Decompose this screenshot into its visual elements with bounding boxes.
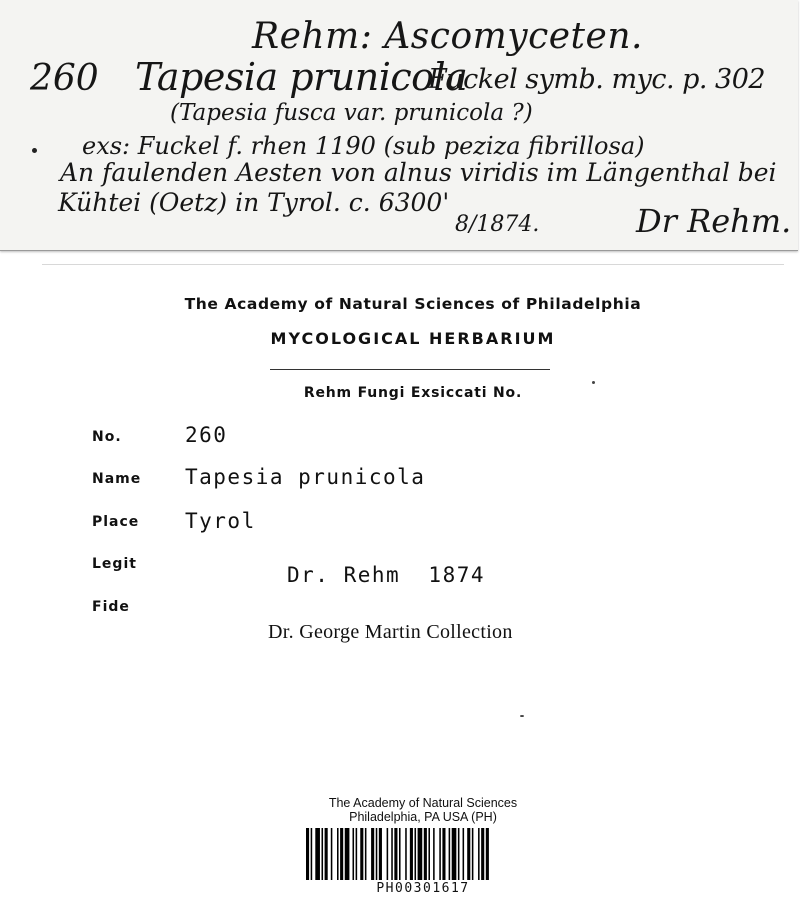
ink-dot bbox=[32, 148, 37, 153]
barcode-bar bbox=[449, 828, 451, 880]
barcode-bar bbox=[486, 828, 489, 880]
barcode-bar bbox=[306, 828, 309, 880]
barcode-bar bbox=[379, 828, 382, 880]
handwritten-species-name: Tapesia prunicola bbox=[135, 55, 468, 99]
barcode-institution-line1: The Academy of Natural Sciences bbox=[328, 796, 518, 810]
barcode-bar bbox=[365, 828, 367, 880]
handwritten-date: 8/1874. bbox=[455, 212, 540, 237]
handwritten-habitat-line2: Kühtei (Oetz) in Tyrol. c. 6300' bbox=[58, 188, 450, 217]
barcode-bar bbox=[322, 828, 324, 880]
barcode-bar bbox=[331, 828, 333, 880]
barcode-bar bbox=[315, 828, 320, 880]
handwritten-number: 260 bbox=[30, 58, 99, 99]
handwritten-habitat-line1: An faulenden Aesten von alnus viridis im Längenthal bei bbox=[60, 158, 777, 187]
barcode-bar bbox=[340, 828, 343, 880]
place-field-value: Tyrol bbox=[185, 509, 256, 533]
barcode-bar bbox=[452, 828, 457, 880]
barcode-bar bbox=[394, 828, 397, 880]
handwritten-title: Rehm: Ascomyceten. bbox=[252, 16, 643, 57]
barcode-bar bbox=[478, 828, 480, 880]
barcode-image bbox=[305, 828, 541, 880]
barcode-bar bbox=[325, 828, 328, 880]
barcode-bar bbox=[353, 828, 355, 880]
barcode-bar bbox=[418, 828, 423, 880]
herbarium-label bbox=[42, 264, 784, 685]
barcode-bar bbox=[415, 828, 417, 880]
institution-heading: The Academy of Natural Sciences of Philadelphia bbox=[184, 295, 642, 313]
herbarium-heading: MYCOLOGICAL HERBARIUM bbox=[270, 329, 556, 348]
legit-field-value: Dr. Rehm 1874 bbox=[287, 563, 486, 587]
barcode-bar bbox=[463, 828, 465, 880]
handwritten-authority: Fuckel symb. myc. p. 302 bbox=[428, 64, 766, 95]
barcode-bar bbox=[371, 828, 374, 880]
paper-speck bbox=[592, 381, 595, 384]
name-field-label: Name bbox=[92, 471, 142, 487]
no-field-value: 260 bbox=[185, 423, 228, 447]
handwritten-collector-signature: Dr Rehm. bbox=[636, 202, 792, 240]
legit-field-label: Legit bbox=[92, 556, 137, 572]
collection-stamp: Dr. George Martin Collection bbox=[268, 621, 513, 643]
handwritten-label bbox=[0, 0, 798, 251]
handwritten-exsiccata: exs: Fuckel f. rhen 1190 (sub peziza fibrillosa) bbox=[82, 132, 645, 160]
name-field-value: Tapesia prunicola bbox=[185, 465, 426, 489]
barcode-bar bbox=[399, 828, 401, 880]
barcode-bar bbox=[410, 828, 413, 880]
barcode-bar bbox=[458, 828, 460, 880]
paper-speck bbox=[520, 715, 524, 717]
barcode-bar bbox=[467, 828, 470, 880]
barcode-bar bbox=[387, 828, 389, 880]
barcode-bar bbox=[391, 828, 393, 880]
catalog-number: PH00301617 bbox=[376, 881, 470, 896]
barcode-bar bbox=[405, 828, 407, 880]
heading-divider bbox=[270, 369, 550, 370]
barcode-bar bbox=[376, 828, 378, 880]
barcode-label bbox=[296, 796, 550, 896]
place-field-label: Place bbox=[92, 514, 140, 530]
barcode-bar bbox=[345, 828, 350, 880]
handwritten-synonym: (Tapesia fusca var. prunicola ?) bbox=[170, 100, 533, 126]
barcode-bar bbox=[356, 828, 358, 880]
series-heading: Rehm Fungi Exsiccati No. bbox=[303, 385, 523, 401]
barcode-bar bbox=[442, 828, 445, 880]
barcode-bar bbox=[337, 828, 339, 880]
fide-field-label: Fide bbox=[92, 599, 130, 615]
barcode-bar bbox=[428, 828, 430, 880]
barcode-bar bbox=[481, 828, 484, 880]
barcode-bar bbox=[424, 828, 427, 880]
barcode-institution-line2: Philadelphia, PA USA (PH) bbox=[349, 810, 497, 824]
barcode-bar bbox=[472, 828, 474, 880]
no-field-label: No. bbox=[92, 429, 122, 445]
barcode-bar bbox=[433, 828, 435, 880]
barcode-bar bbox=[311, 828, 313, 880]
barcode-bar bbox=[360, 828, 363, 880]
barcode-bar bbox=[439, 828, 441, 880]
